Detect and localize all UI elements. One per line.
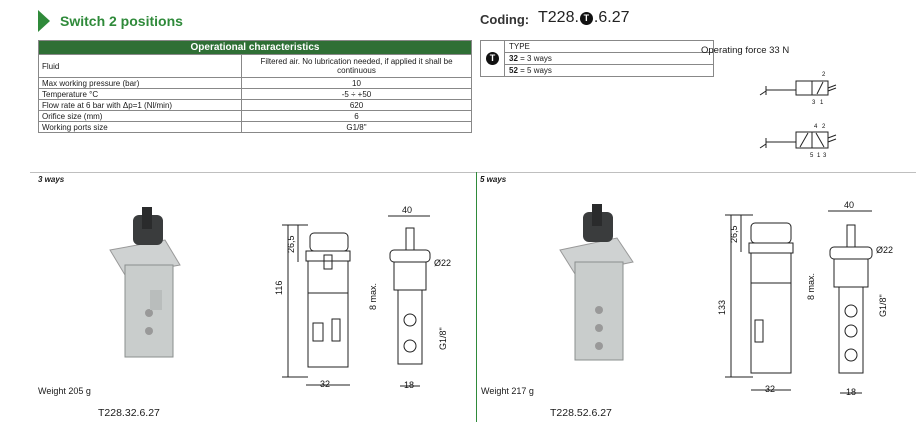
- dim-depth: 18: [404, 380, 415, 390]
- type-text: = 3 ways: [520, 54, 552, 63]
- table-row: [39, 55, 472, 78]
- dim-stroke: 8 max.: [368, 282, 378, 310]
- coding-suffix: .6.27: [593, 9, 630, 26]
- dim-width-side: 40: [844, 200, 855, 210]
- coding-label: Coding:: [480, 12, 530, 27]
- product-photo-3-ways: [95, 205, 190, 365]
- dim-width-side: 40: [402, 205, 413, 215]
- weight-5-ways: Weight 217 g: [481, 386, 534, 396]
- dim-top: 26,5: [286, 235, 296, 253]
- type-table: [480, 40, 714, 77]
- coding-prefix: T228.: [538, 9, 579, 26]
- five-way-valve-symbol-icon: [760, 120, 850, 160]
- row-value: 10: [242, 78, 472, 89]
- table-row: [39, 89, 472, 100]
- front-view-drawing-3-ways: [270, 215, 360, 395]
- table-row: [481, 65, 714, 77]
- three-way-valve-symbol-icon: [760, 68, 850, 108]
- type-symbol-icon: T: [580, 12, 593, 25]
- row-label: Temperature °C: [39, 89, 242, 100]
- type-code: 32: [509, 54, 518, 63]
- table-title: Operational characteristics: [39, 41, 472, 55]
- table-row: [39, 122, 472, 133]
- row-label: Fluid: [39, 55, 242, 78]
- row-label: Flow rate at 6 bar with Δp=1 (Nl/min): [39, 100, 242, 111]
- table-row: [481, 53, 714, 65]
- dim-top: 26,5: [729, 225, 739, 243]
- row-label: Max working pressure (bar): [39, 78, 242, 89]
- row-value: 620: [242, 100, 472, 111]
- dim-width-front: 32: [765, 384, 776, 394]
- dim-diameter: Ø22: [876, 245, 894, 255]
- section-divider: [30, 172, 916, 173]
- type-code: 52: [509, 66, 518, 75]
- port-label: 1: [820, 100, 824, 106]
- port-label: 1: [817, 153, 821, 159]
- dim-height: 116: [274, 280, 284, 295]
- dim-height: 133: [717, 299, 727, 315]
- row-value: -5 ÷ +50: [242, 89, 472, 100]
- row-value: 6: [242, 111, 472, 122]
- type-symbol-icon: T: [486, 52, 499, 65]
- product-photo-5-ways: [545, 200, 645, 365]
- section-label-3-ways: 3 ways: [38, 175, 65, 184]
- section-label-5-ways: 5 ways: [480, 175, 507, 184]
- dim-port: G1/8": [438, 327, 448, 350]
- operating-force: Operating force 33 N: [701, 45, 790, 56]
- chevron-right-icon: [38, 10, 50, 32]
- product-code-5-ways: T228.52.6.27: [550, 407, 612, 419]
- coding-code: [538, 9, 630, 27]
- side-view-drawing-3-ways: [360, 200, 470, 400]
- table-row: [39, 111, 472, 122]
- port-label: 5: [810, 153, 814, 159]
- weight-3-ways: Weight 205 g: [38, 386, 91, 396]
- row-value: G1/8": [242, 122, 472, 133]
- table-row: [39, 100, 472, 111]
- column-divider: [476, 172, 477, 422]
- page-title: Switch 2 positions: [60, 13, 183, 29]
- port-label: 2: [822, 124, 826, 130]
- type-text: = 5 ways: [520, 66, 552, 75]
- dim-diameter: Ø22: [434, 258, 452, 268]
- port-label: 4: [814, 124, 818, 130]
- operational-characteristics-table: [38, 40, 472, 133]
- type-symbol-cell: [481, 41, 505, 77]
- row-label: Working ports size: [39, 122, 242, 133]
- dim-depth: 18: [846, 387, 857, 397]
- side-view-drawing-5-ways: [800, 195, 910, 405]
- row-value: Filtered air. No lubrication needed, if applied it shall be continuous: [242, 55, 472, 78]
- dim-stroke: 8 max.: [806, 272, 816, 300]
- port-label: 3: [812, 100, 816, 106]
- type-header: TYPE: [505, 41, 714, 53]
- dim-port: G1/8": [878, 294, 888, 317]
- dim-width-front: 32: [320, 379, 331, 389]
- table-row: [39, 78, 472, 89]
- row-label: Orifice size (mm): [39, 111, 242, 122]
- port-label: 3: [823, 153, 827, 159]
- section-title: [38, 8, 183, 34]
- port-label: 2: [822, 72, 826, 78]
- product-code-3-ways: T228.32.6.27: [98, 407, 160, 419]
